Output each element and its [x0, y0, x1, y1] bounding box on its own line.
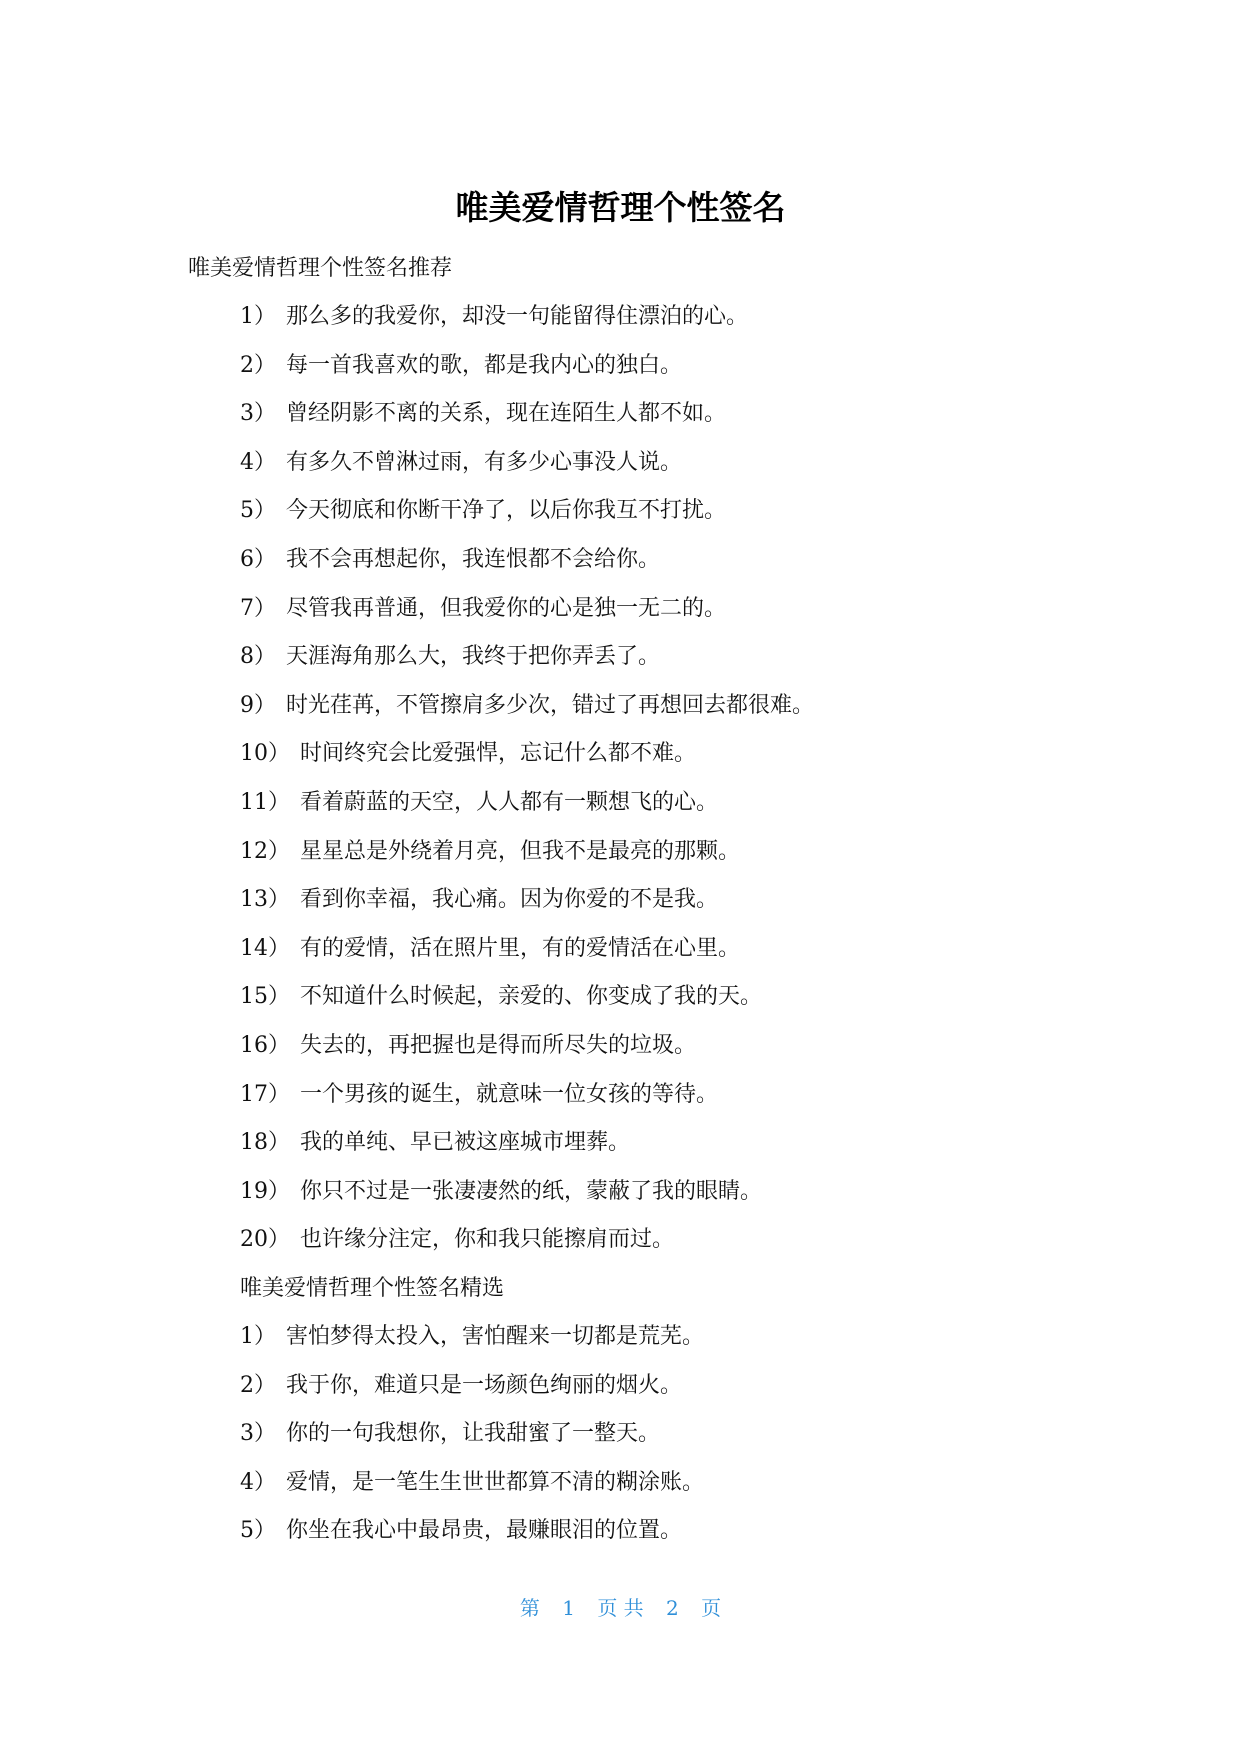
list-item: 5） 今天彻底和你断干净了，以后你我互不打扰。 [240, 498, 727, 524]
section-heading-recommend: 唯美爱情哲理个性签名推荐 [188, 256, 453, 281]
list-item: 4） 有多久不曾淋过雨，有多少心事没人说。 [240, 449, 683, 475]
list-item: 2） 每一首我喜欢的歌，都是我内心的独白。 [240, 352, 683, 378]
list-item: 6） 我不会再想起你，我连恨都不会给你。 [240, 546, 661, 572]
list-item: 17） 一个男孩的诞生，就意味一位女孩的等待。 [240, 1081, 719, 1107]
list-item: 16） 失去的，再把握也是得而所尽失的垃圾。 [240, 1032, 697, 1058]
list-item: 11） 看着蔚蓝的天空，人人都有一颗想飞的心。 [240, 789, 719, 815]
footer-suffix: 页 [701, 1596, 722, 1620]
list-item: 9） 时光荏苒，不管擦肩多少次，错过了再想回去都很难。 [240, 692, 815, 718]
list-item: 7） 尽管我再普通，但我爱你的心是独一无二的。 [240, 595, 727, 621]
list-item: 3） 曾经阴影不离的关系，现在连陌生人都不如。 [240, 401, 727, 427]
list-item: 20） 也许缘分注定，你和我只能擦肩而过。 [240, 1227, 675, 1253]
document-title: 唯美爱情哲理个性签名 [455, 188, 786, 227]
section-heading-featured: 唯美爱情哲理个性签名精选 [240, 1276, 505, 1301]
list-item: 1） 那么多的我爱你，却没一句能留得住漂泊的心。 [240, 304, 749, 329]
list-item: 12） 星星总是外绕着月亮，但我不是最亮的那颗。 [240, 838, 741, 864]
list-item: 2） 我于你，难道只是一场颜色绚丽的烟火。 [240, 1372, 683, 1398]
list-item: 3） 你的一句我想你，让我甜蜜了一整天。 [240, 1421, 661, 1447]
list-item: 8） 天涯海角那么大，我终于把你弄丢了。 [240, 644, 661, 670]
list-item: 4） 爱情，是一笔生生世世都算不清的糊涂账。 [240, 1469, 705, 1495]
recommend-list [240, 302, 814, 1274]
footer-prefix: 第 [519, 1596, 540, 1620]
list-item: 19） 你只不过是一张凄凄然的纸，蒙蔽了我的眼睛。 [240, 1178, 763, 1204]
list-item: 18） 我的单纯、早已被这座城市埋葬。 [240, 1130, 631, 1156]
list-item: 1） 害怕梦得太投入，害怕醒来一切都是荒芜。 [240, 1324, 705, 1349]
list-item: 5） 你坐在我心中最昂贵，最赚眼泪的位置。 [240, 1518, 683, 1544]
featured-list [240, 1322, 704, 1565]
list-item: 15） 不知道什么时候起，亲爱的、你变成了我的天。 [240, 984, 763, 1010]
list-item: 10） 时间终究会比爱强悍，忘记什么都不难。 [240, 741, 697, 767]
list-item: 13） 看到你幸福，我心痛。因为你爱的不是我。 [240, 887, 719, 913]
list-item: 14） 有的爱情，活在照片里，有的爱情活在心里。 [240, 935, 741, 961]
footer-middle: 页 共 [597, 1596, 644, 1620]
page-footer [0, 1594, 1241, 1622]
footer-current-page: 1 [562, 1596, 575, 1620]
footer-total-pages: 2 [666, 1596, 679, 1620]
